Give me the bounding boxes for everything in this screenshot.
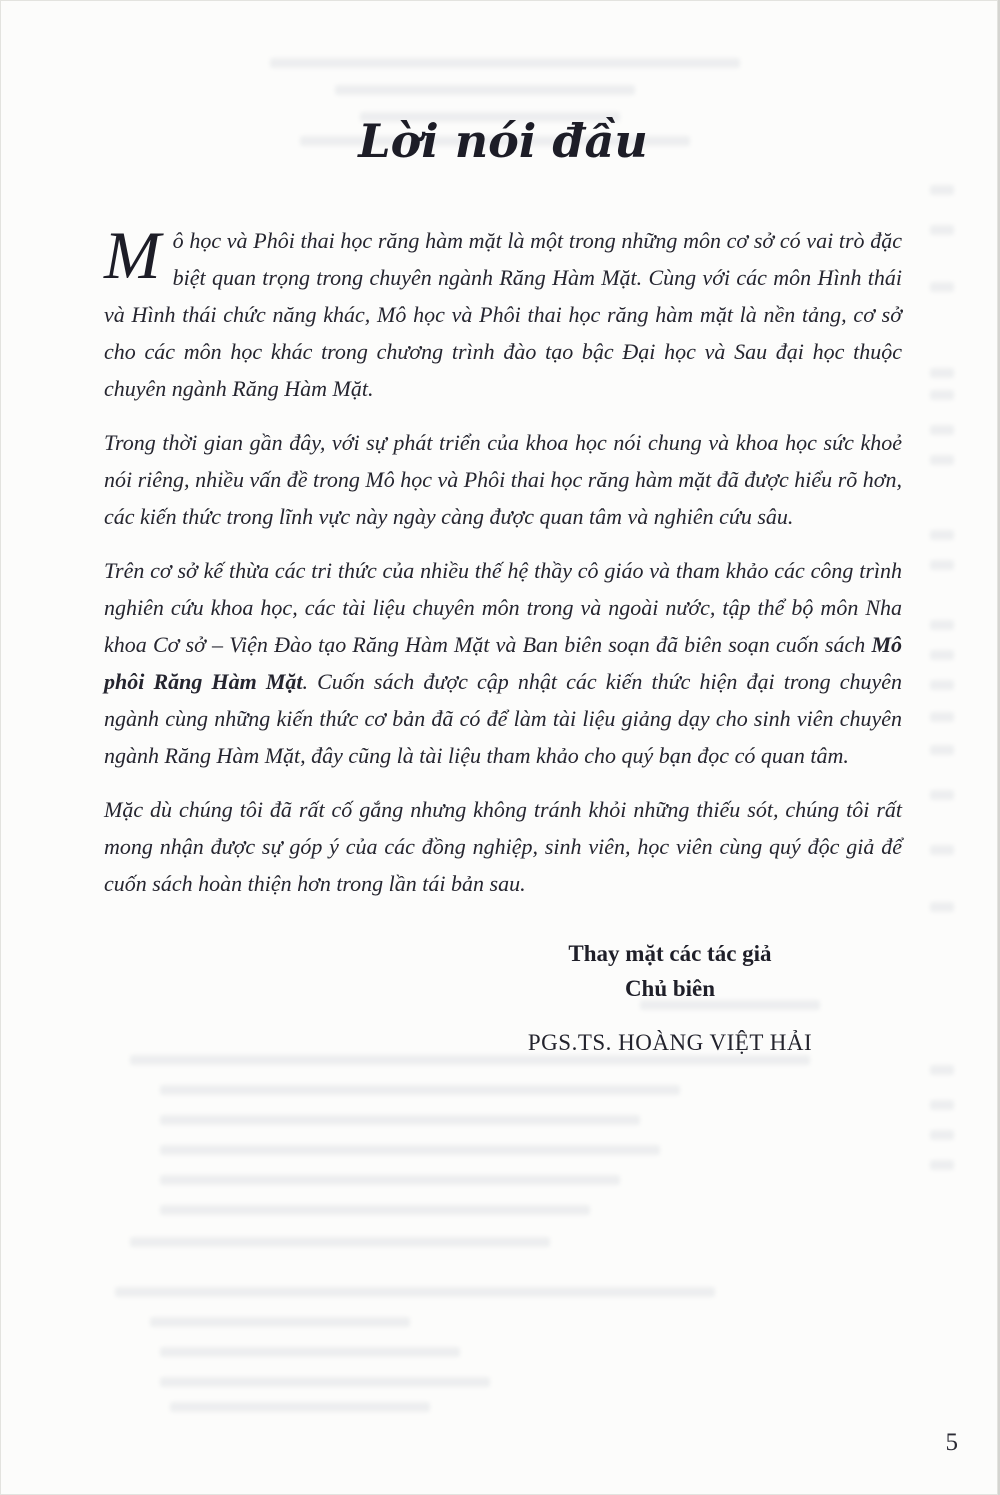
ghost-text-line (160, 1347, 460, 1357)
ghost-page-number (930, 1160, 954, 1170)
ghost-page-number (930, 368, 954, 378)
ghost-page-number (930, 620, 954, 630)
paragraph-3-text-before: Trên cơ sở kế thừa các tri thức của nhiều thế hệ thầy cô giáo và tham khảo các công trình nghiên cứu khoa học, các tài liệu chuyên môn trong và ngoài nước, tập thể bộ môn Nha khoa Cơ sở – Viện Đào tạo Răng Hàm Mặt và Ban biên soạn đã biên soạn cuốn sách (104, 558, 902, 657)
paragraph-2: Trong thời gian gần đây, với sự phát triển của khoa học nói chung và khoa học sức khoẻ nói riêng, nhiều vấn đề trong Mô học và Phôi thai học răng hàm mặt đã được hiểu rõ hơn, các kiến thức trong lĩnh vực này ngày càng được quan tâm và nghiên cứu sâu. (104, 430, 902, 529)
page-number: 5 (945, 1429, 958, 1456)
page-content (104, 114, 902, 1056)
ghost-page-number (930, 790, 954, 800)
ghost-page-number (930, 650, 954, 660)
ghost-page-number (930, 1130, 954, 1140)
ghost-text-line (170, 1402, 430, 1412)
ghost-text-line (130, 1237, 550, 1247)
book-title-inline: Mô phôi Răng Hàm Mặt (104, 632, 902, 694)
signature-role: Thay mặt các tác giả (568, 941, 772, 966)
ghost-page-number (930, 530, 954, 540)
paragraph-1-text: ô học và Phôi thai học răng hàm mặt là một trong những môn cơ sở có vai trò đặc biệt quan trọng trong chuyên ngành Răng Hàm Mặt. Cùng với các môn Hình thái và Hình thái chức năng khác, Mô học và Phôi thai học răng hàm mặt là nền tảng, cơ sở cho các môn học khác trong chương trình đào tạo bậc Đại học và Sau đại học thuộc chuyên ngành Răng Hàm Mặt. (104, 228, 902, 401)
paragraph-3-text-after: . Cuốn sách được cập nhật các kiến thức hiện đại trong chuyên ngành cùng những kiến thức cơ bản đã có để làm tài liệu giảng dạy cho sinh viên chuyên ngành Răng Hàm Mặt, đây cũng là tài liệu tham khảo cho quý bạn đọc có quan tâm. (104, 669, 902, 768)
ghost-page-number (930, 425, 954, 435)
paragraph-1 (104, 217, 902, 407)
ghost-text-line (160, 1085, 680, 1095)
ghost-text-line (160, 1145, 660, 1155)
page-title: Lời nói đầu (358, 114, 648, 168)
paragraph-4: Mặc dù chúng tôi đã rất cố gắng nhưng không tránh khỏi những thiếu sót, chúng tôi rất mong nhận được sự góp ý của các đồng nghiệp, sinh viên, học viên cùng quý độc giả để cuốn sách hoàn thiện hơn trong lần tái bản sau. (104, 797, 902, 896)
ghost-text-line (160, 1115, 640, 1125)
ghost-text-line (160, 1175, 620, 1185)
paragraph-3 (104, 552, 902, 774)
ghost-text-line (130, 1055, 810, 1065)
ghost-page-number (930, 225, 954, 235)
ghost-text-line (335, 85, 635, 95)
ghost-page-number (930, 282, 954, 292)
ghost-text-line (150, 1317, 410, 1327)
ghost-page-number (930, 390, 954, 400)
ghost-page-number (930, 1065, 954, 1075)
signature-title: Chủ biên (624, 976, 716, 1001)
ghost-page-number (930, 1100, 954, 1110)
ghost-page-number (930, 745, 954, 755)
ghost-page-number (930, 902, 954, 912)
ghost-page-number (930, 455, 954, 465)
ghost-page-number (930, 560, 954, 570)
ghost-text-line (270, 58, 740, 68)
ghost-text-line (160, 1205, 590, 1215)
ghost-text-line (115, 1287, 715, 1297)
ghost-page-number (930, 185, 954, 195)
ghost-page-number (930, 712, 954, 722)
ghost-page-number (930, 680, 954, 690)
signature-name: PGS.TS. HOÀNG VIỆT HẢI (527, 1030, 813, 1055)
signature-block (490, 936, 850, 1056)
ghost-text-line (160, 1377, 490, 1387)
dropcap-letter: M (104, 217, 161, 293)
ghost-page-number (930, 845, 954, 855)
